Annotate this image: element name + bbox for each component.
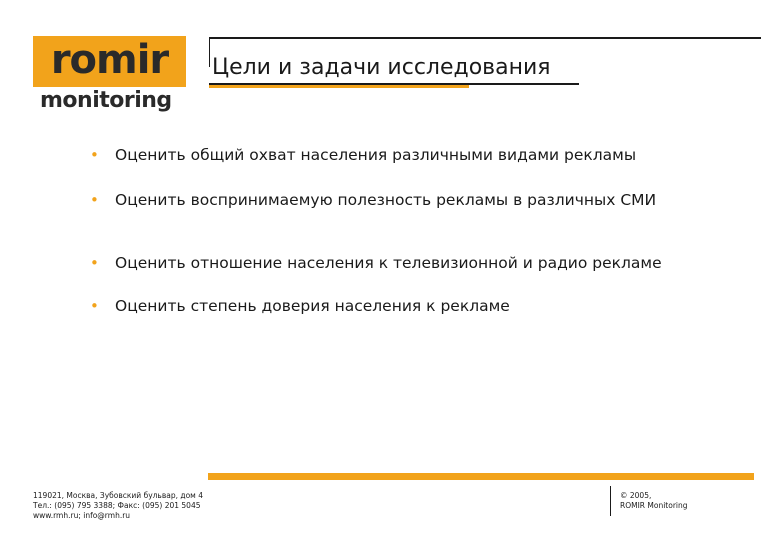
footer-address-line: 119021, Москва, Зубовский бульвар, дом 4 <box>33 491 203 500</box>
goal-text: Оценить воспринимаемую полезность рекламы в различных СМИ <box>115 191 657 209</box>
footer-divider <box>610 486 611 516</box>
title-side-rule <box>209 37 210 67</box>
footer-web-line: www.rmh.ru; info@rmh.ru <box>33 511 131 520</box>
goal-text: Оценить отношение населения к телевизионной и радио рекламе <box>115 254 662 272</box>
title-top-rule <box>209 37 761 39</box>
logo-subtitle: monitoring <box>40 88 172 113</box>
title-accent-bar <box>209 85 469 88</box>
goal-item <box>90 146 636 165</box>
logo-brand: romir <box>50 36 169 83</box>
logo-box <box>33 36 186 87</box>
goal-item <box>90 254 662 273</box>
goal-text: Оценить степень доверия населения к рекламе <box>115 297 510 315</box>
bullet-dot-icon: • <box>90 297 99 315</box>
footer-address <box>33 491 203 521</box>
copyright-owner: ROMIR Monitoring <box>620 501 688 510</box>
footer-phone-line: Тел.: (095) 795 3388; Факс: (095) 201 5045 <box>33 501 201 510</box>
page-title: Цели и задачи исследования <box>212 55 551 80</box>
footer-accent-bar <box>208 473 754 480</box>
goal-text: Оценить общий охват населения различными видами рекламы <box>115 146 637 164</box>
goal-item <box>90 191 715 210</box>
footer-copyright <box>620 491 688 511</box>
copyright-year: © 2005, <box>620 491 652 500</box>
goal-item <box>90 297 510 316</box>
bullet-dot-icon: • <box>90 146 99 164</box>
bullet-dot-icon: • <box>90 254 99 272</box>
bullet-dot-icon: • <box>90 191 99 209</box>
